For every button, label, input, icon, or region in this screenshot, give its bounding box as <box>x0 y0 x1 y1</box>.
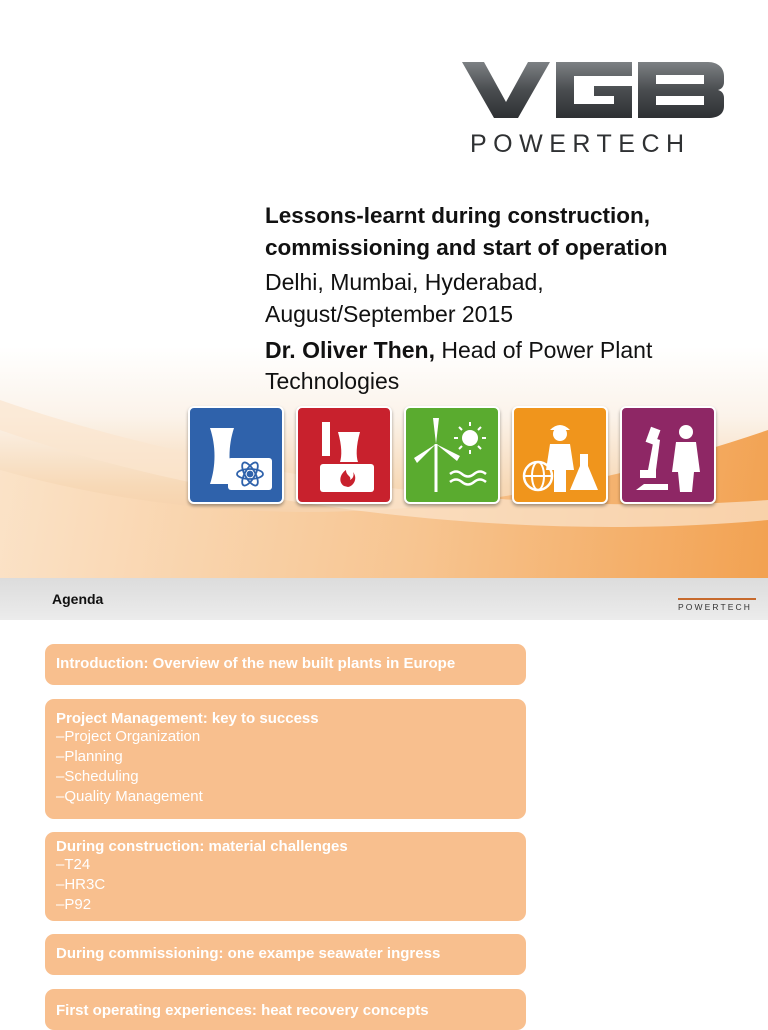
vgb-logo-icon <box>462 58 724 122</box>
presenter-role: Head of Power Plant Technologies <box>265 337 653 394</box>
presentation-title <box>265 200 745 264</box>
agenda-subitem: –Scheduling <box>56 768 139 785</box>
agenda-item <box>45 832 526 921</box>
fossil-plant-icon <box>296 406 392 504</box>
logo-subtitle: POWERTECH <box>470 130 691 158</box>
agenda-title: Agenda <box>52 591 104 607</box>
agenda-subitem: –Project Organization <box>56 728 201 745</box>
date-line: August/September 2015 <box>265 301 514 327</box>
mini-logo-text: POWERTECH <box>678 602 752 612</box>
agenda-item <box>45 934 526 975</box>
vgb-powertech-logo <box>462 58 724 158</box>
agenda-item-heading: Introduction: Overview of the new built plants in Europe <box>56 655 456 672</box>
place-line: Delhi, Mumbai, Hyderabad, <box>265 269 544 295</box>
agenda-subitem: –Planning <box>56 748 123 765</box>
agenda-item-heading: First operating experiences: heat recovery concepts <box>56 1002 429 1019</box>
agenda-header-bar <box>0 578 768 620</box>
agenda-item <box>45 644 526 685</box>
agenda-subitem: –HR3C <box>56 876 106 893</box>
agenda-subitem: –Quality Management <box>56 788 203 805</box>
powertech-mini-logo <box>678 598 758 612</box>
agenda-item-heading: During commissioning: one exampe seawater ingress <box>56 945 441 962</box>
renewables-icon <box>404 406 500 504</box>
agenda-item <box>45 699 526 819</box>
agenda-item-heading: Project Management: key to success <box>56 710 319 727</box>
research-lab-icon <box>620 406 716 504</box>
nuclear-plant-icon <box>188 406 284 504</box>
agenda-subitem: –T24 <box>56 856 91 873</box>
presenter-name: Dr. Oliver Then, <box>265 337 435 363</box>
agenda-subitem: –P92 <box>56 896 92 913</box>
agenda-slide <box>0 578 768 1024</box>
event-location-date <box>265 266 745 330</box>
title-line: commissioning and start of operation <box>265 235 668 260</box>
technology-tiles <box>188 406 718 508</box>
presenter <box>265 335 745 397</box>
logo-accent-bar <box>678 598 756 600</box>
agenda-item-heading: During construction: material challenges <box>56 838 348 855</box>
environment-engineer-icon <box>512 406 608 504</box>
title-line: Lessons-learnt during construction, <box>265 203 651 228</box>
